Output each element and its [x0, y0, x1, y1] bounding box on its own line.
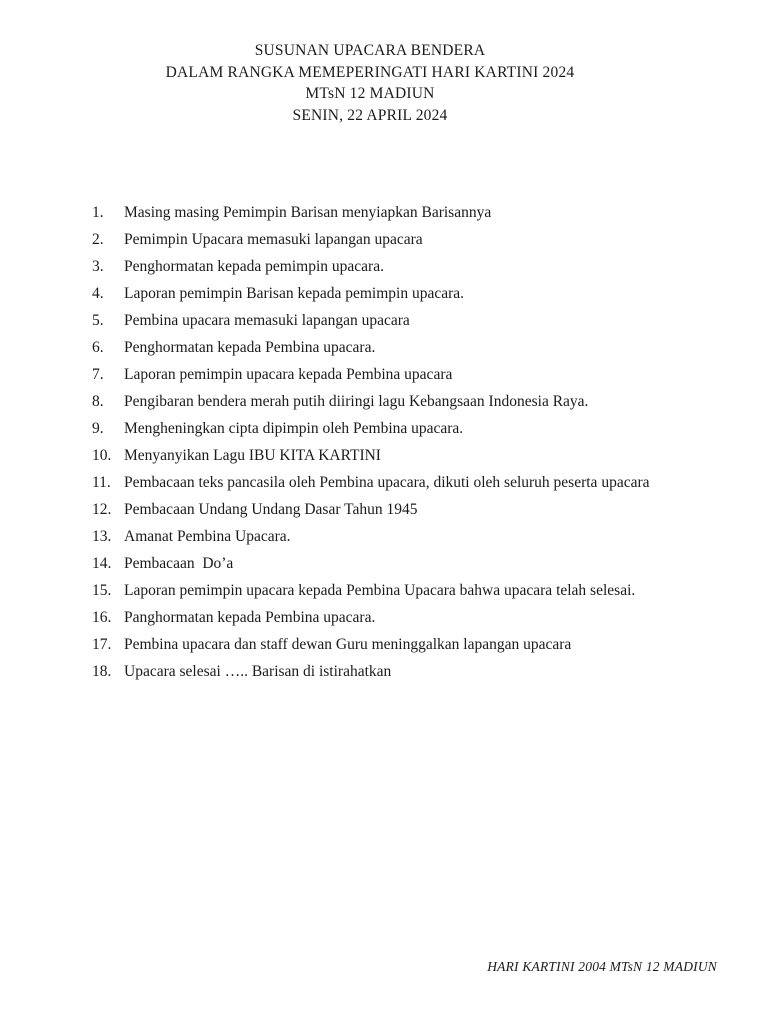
list-item-number: 11.: [92, 474, 111, 491]
list-item-number: 16.: [92, 609, 112, 626]
list-item-text: Masing masing Pemimpin Barisan menyiapkan Barisannya: [124, 204, 492, 221]
list-item-number: 1.: [92, 204, 104, 221]
list-item: [92, 226, 684, 253]
footer-text: HARI KARTINI 2004 MTsN 12 MADIUN: [487, 959, 717, 974]
list-item: [92, 550, 684, 577]
list-item: [92, 577, 684, 604]
list-item: [92, 658, 684, 685]
list-item-number: 10.: [92, 447, 112, 464]
title-line-3: MTsN 12 MADIUN: [305, 85, 435, 102]
list-item-text: Laporan pemimpin upacara kepada Pembina Upacara bahwa upacara telah selesai.: [124, 582, 636, 599]
list-item-text: Upacara selesai ….. Barisan di istirahatkan: [124, 663, 392, 680]
list-item-number: 12.: [92, 501, 112, 518]
ceremony-item-list: [92, 199, 684, 685]
list-item-number: 2.: [92, 231, 104, 248]
list-item-text: Mengheningkan cipta dipimpin oleh Pembina upacara.: [124, 420, 464, 437]
list-item: [92, 604, 684, 631]
list-item-number: 4.: [92, 285, 104, 302]
list-item: [92, 523, 684, 550]
list-item-number: 3.: [92, 258, 104, 275]
list-item-text: Pembacaan Do’a: [124, 555, 234, 572]
list-item-text: Pembina upacara memasuki lapangan upacara: [124, 312, 410, 329]
list-item-number: 15.: [92, 582, 112, 599]
list-item-number: 14.: [92, 555, 112, 572]
list-item-text: Amanat Pembina Upacara.: [124, 528, 291, 545]
list-item-text: Panghormatan kepada Pembina upacara.: [124, 609, 376, 626]
list-item: [92, 469, 684, 496]
title-line-1: SUSUNAN UPACARA BENDERA: [254, 42, 486, 59]
list-item-text: Menyanyikan Lagu IBU KITA KARTINI: [124, 447, 381, 464]
list-item-text: Laporan pemimpin Barisan kepada pemimpin upacara.: [124, 285, 465, 302]
list-item-number: 5.: [92, 312, 104, 329]
list-item: [92, 334, 684, 361]
list-item: [92, 388, 684, 415]
list-item-number: 17.: [92, 636, 112, 653]
list-item-text: Pengibaran bendera merah putih diiringi lagu Kebangsaan Indonesia Raya.: [124, 393, 589, 410]
list-item-text: Pembina upacara dan staff dewan Guru meninggalkan lapangan upacara: [124, 636, 572, 653]
document-title-block: [0, 40, 740, 126]
list-item: [92, 496, 684, 523]
list-item: [92, 199, 684, 226]
list-item-text: Penghormatan kepada Pembina upacara.: [124, 339, 376, 356]
list-item-number: 8.: [92, 393, 104, 410]
list-item-text: Pembacaan Undang Undang Dasar Tahun 1945: [124, 501, 418, 518]
list-item: [92, 361, 684, 388]
list-item-number: 13.: [92, 528, 112, 545]
list-item: [92, 307, 684, 334]
list-item-number: 18.: [92, 663, 112, 680]
list-item-text: Laporan pemimpin upacara kepada Pembina upacara: [124, 366, 453, 383]
list-item: [92, 415, 684, 442]
list-item-number: 6.: [92, 339, 104, 356]
list-item-text: Pemimpin Upacara memasuki lapangan upacara: [124, 231, 423, 248]
title-line-4: SENIN, 22 APRIL 2024: [292, 106, 448, 124]
list-item-number: 7.: [92, 366, 104, 383]
list-item-number: 9.: [92, 420, 104, 437]
list-item: [92, 253, 684, 280]
list-item: [92, 280, 684, 307]
list-item-text: Pembacaan teks pancasila oleh Pembina upacara, dikuti oleh seluruh peserta upacara: [124, 474, 650, 491]
title-line-2: DALAM RANGKA MEMEPERINGATI HARI KARTINI 2024: [165, 63, 575, 81]
list-item: [92, 442, 684, 469]
list-item-text: Penghormatan kepada pemimpin upacara.: [124, 258, 384, 275]
list-item: [92, 631, 684, 658]
